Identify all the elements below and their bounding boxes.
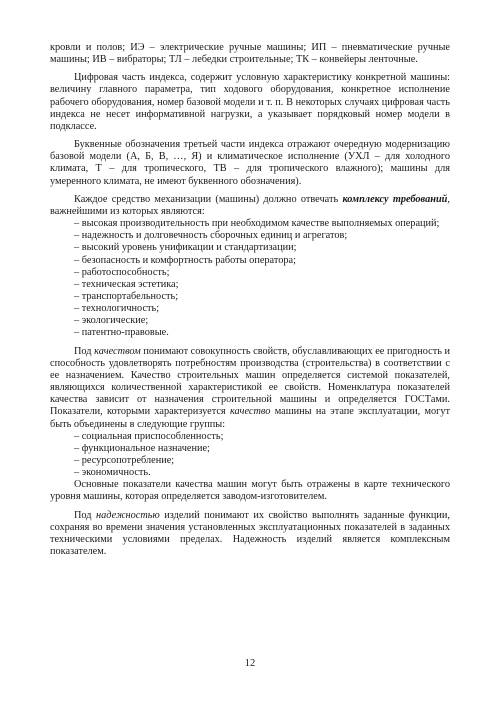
emphasis-quality: качеством	[94, 345, 141, 357]
list-item: – транспортабельность;	[74, 290, 179, 302]
requirements-list	[50, 218, 450, 340]
paragraph-reliability	[50, 510, 450, 559]
text-run: Под	[74, 345, 95, 357]
list-item: – высокий уровень унификации и стандартизации;	[74, 242, 297, 254]
text-run: Под	[74, 509, 97, 521]
list-item: – патентно-правовые.	[74, 327, 169, 339]
text-run: Каждое средство механизации (машины) должно отвечать	[74, 193, 343, 205]
emphasis-reliability: надежностью	[96, 509, 160, 521]
list-item: – технологичность;	[74, 303, 160, 315]
page-number: 12	[244, 658, 256, 669]
list-item: – работоспособность;	[74, 266, 170, 278]
paragraph-quality-indicators: Основные показатели качества машин могут быть отражены в карте технического уровня машины, которая определяется заводом-изготовителем.	[50, 479, 450, 503]
text-run: , важнейшими из которых являются:	[50, 193, 450, 217]
emphasis-requirements: комплексу требований	[342, 193, 448, 205]
emphasis-quality: качество	[229, 406, 271, 418]
list-item: – ресурсопотребление;	[74, 455, 175, 466]
quality-groups-list	[50, 431, 450, 480]
list-item: – надежность и долговечность сборочных единиц и агрегатов;	[74, 230, 348, 242]
list-item: – техническая эстетика;	[74, 278, 179, 290]
text-run: машины на этапе эксплуатации, могут быть объединены в следующие группы:	[50, 406, 451, 430]
text-run: изделий понимают их свойство выполнять заданные функции, сохраняя во времени значения установленных эксплуатационных показателей в заданных техническими условиями пределах. Надежность изделий является комплексным показателем.	[50, 509, 450, 558]
paragraph-requirements	[50, 194, 450, 218]
paragraph-letter-designations: Буквенные обозначения третьей части индекса отражают очередную модернизацию базовой модели (А, Б, В, …, Я) и климатическое исполнение (УХЛ – для холодного климата, Т – для тропического, ТВ – для тропического влажного); машины для умеренного климата, не имеют буквенного обозначения).	[50, 139, 450, 187]
list-item: – экологические;	[74, 315, 149, 327]
list-item: – функциональное назначение;	[74, 442, 210, 454]
text-run: понимают совокупность свойств, обуславливающих ее пригодность и способность удовлетворять потребностям производства (строительства) в соответствии с ее назначением. Качество строительных машин определяется системой показателей, являющихся количественной характеристикой ее свойств. Номенклатура показателей качества зависит от назначения строительной машины и определяется ГОСТами. Показатели, которыми характеризуется	[50, 345, 450, 418]
list-item: – безопасность и комфортность работы оператора;	[74, 254, 296, 266]
paragraph-continuation: кровли и полов; ИЭ – электрические ручные машины; ИП – пневматические ручные машины; ИВ – вибраторы; ТЛ – лебедки строительные; ТК – конвейеры ленточные.	[50, 42, 450, 66]
list-item: – социальная приспособленность;	[74, 430, 224, 442]
paragraph-digital-index: Цифровая часть индекса, содержит условную характеристику конкретной машины: величину главного параметра, тип ходового оборудования, конкретное исполнение рабочего оборудования, номер базовой модели и т. п. В некоторых случаях цифровая часть индекса не несет информативной нагрузки, а указывает порядковый номер модели в подклассе.	[50, 72, 450, 132]
list-item: – высокая производительность при необходимом качестве выполняемых операций;	[74, 218, 440, 230]
paragraph-quality	[50, 346, 450, 431]
list-item: – экономичность.	[74, 467, 151, 479]
